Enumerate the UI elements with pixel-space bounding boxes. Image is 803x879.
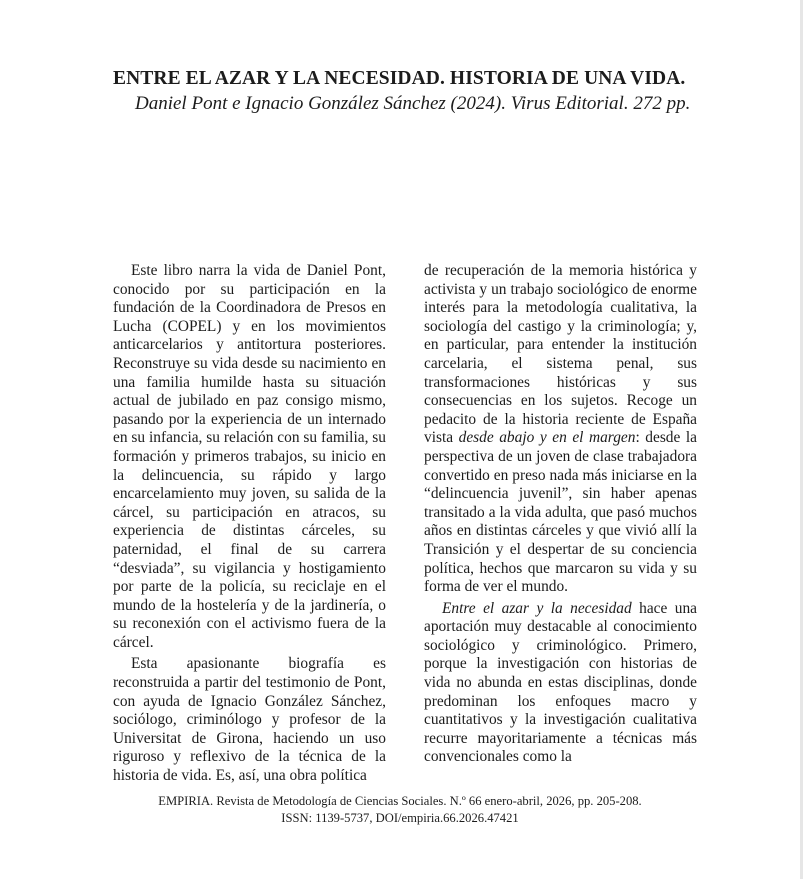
book-byline: Daniel Pont e Ignacio González Sánchez (2024). Virus Editorial. 272 pp. bbox=[135, 93, 691, 114]
paragraph bbox=[424, 600, 697, 767]
text-run: hace una aportación muy destacable al conocimiento sociológico y criminológico. Primero, porque la investigación con historias de vida no abunda en estas disciplinas, donde predominan los enfoques macro y cuantitativos y la investigación cualitativa recurre mayoritariamente a técnicas más convencionales como la bbox=[424, 599, 697, 766]
paragraph bbox=[424, 262, 697, 597]
emphasis: desde abajo y en el margen bbox=[458, 429, 636, 447]
text-run: : desde la perspectiva de un joven de clase trabajadora convertido en preso nada más iniciarse en la “delincuencia juvenil”, sin haber apenas transitado a la vida adulta, que pasó muchos años en distintas cárceles y que vivió allí la Transición y el despertar de su conciencia política, hechos que marcaron su vida y su forma de ver el mundo. bbox=[424, 429, 697, 596]
paragraph: Este libro narra la vida de Daniel Pont, conocido por su participación en la fundación de la Coordinadora de Presos en Lucha (COPEL) y en los movimientos anticarcelarios y antitortura posteriores. Reconstruye su vida desde su nacimiento en una familia humilde hasta su situación actual de jubilado en paz consigo mismo, pasando por la experiencia de un internado en su infancia, su relación con su familia, su formación y primeros trabajos, su inicio en la delincuencia, su rápido y largo encarcelamiento muy joven, su salida de la cárcel, su participación en atracos, su experiencia de distintas cárceles, su paternidad, el final de su carrera “desviada”, su vigilancia y hostigamiento por parte de la policía, su reciclaje en el mundo de la hostelería y de la jardinería, o su reconexión con el activismo fuera de la cárcel. bbox=[113, 262, 386, 651]
issn-doi: ISSN: 1139-5737, DOI/empiria.66.2026.47421 bbox=[281, 811, 519, 825]
paragraph: Esta apasionante biografía es reconstruida a partir del testimonio de Pont, con ayuda de Ignacio González Sánchez, sociólogo, criminólogo y profesor de la Universitat de Girona, haciendo un uso riguroso y reflexivo de la técnica de la historia de vida. Es, así, una obra política bbox=[113, 655, 386, 785]
book-title-emphasis: Entre el azar y la necesidad bbox=[442, 599, 632, 617]
right-column bbox=[424, 262, 697, 767]
text-run: de recuperación de la memoria histórica y activista y un trabajo sociológico de enorme interés para la metodología cualitativa, la sociología del castigo y la criminología; y, en particular, para entender la institución carcelaria, el sistema penal, sus transformaciones históricas y sus consecuencias en los sujetos. Recoge un pedacito de la historia reciente de España vista bbox=[424, 262, 697, 447]
left-column bbox=[113, 262, 386, 786]
page-footer bbox=[60, 793, 740, 827]
journal-citation: EMPIRIA. Revista de Metodología de Ciencias Sociales. N.º 66 enero-abril, 2026, pp. 205-208. bbox=[158, 794, 642, 808]
review-header bbox=[113, 66, 703, 115]
book-title: ENTRE EL AZAR Y LA NECESIDAD. HISTORIA DE UNA VIDA. bbox=[113, 68, 686, 89]
